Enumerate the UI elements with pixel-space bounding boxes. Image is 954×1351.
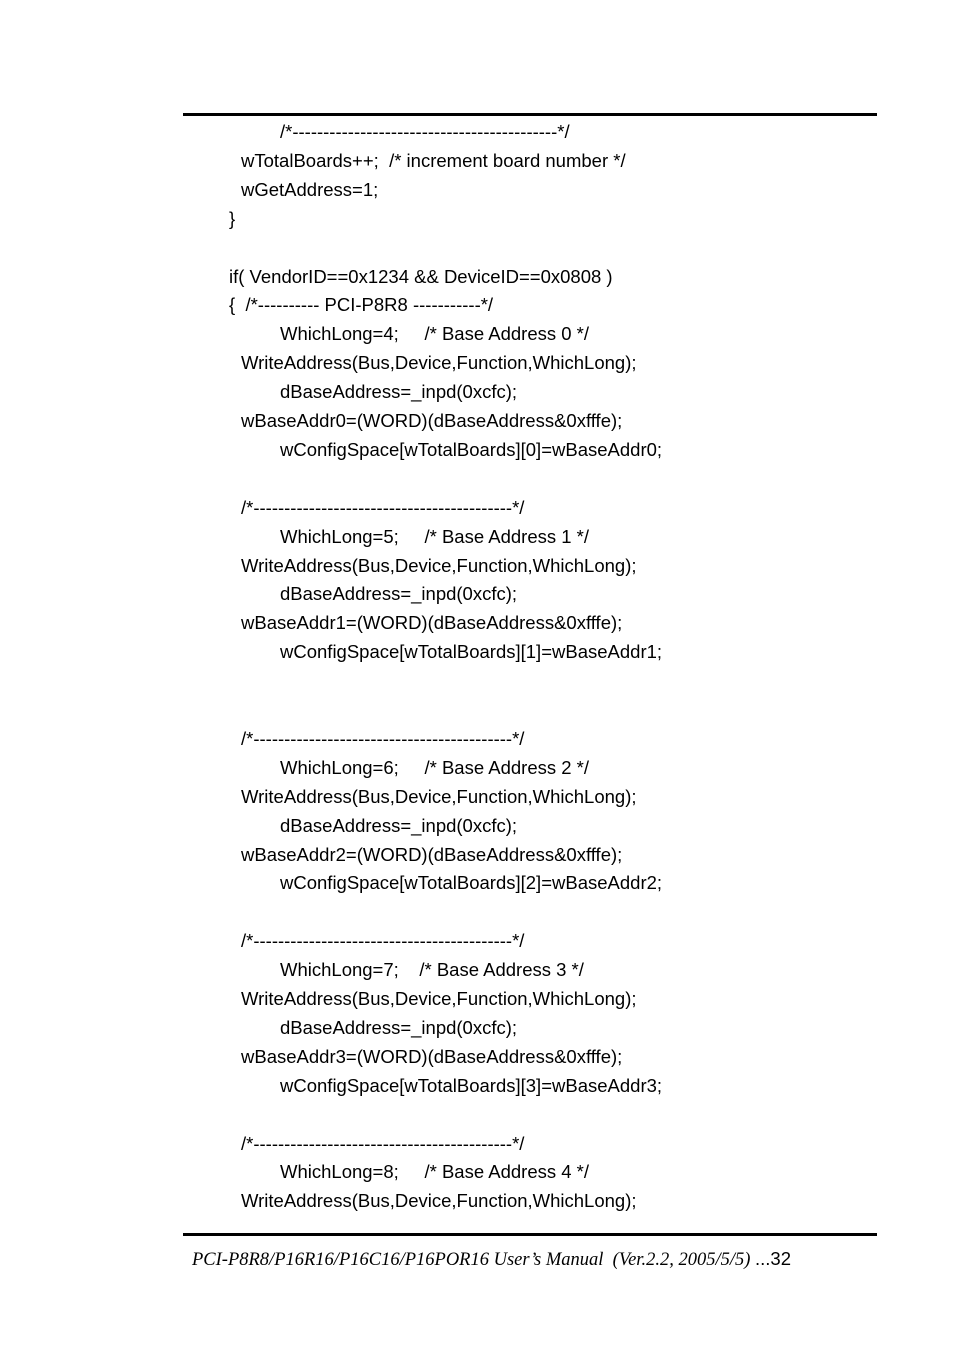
code-line: WhichLong=6; /* Base Address 2 */: [280, 756, 590, 778]
code-line: wConfigSpace[wTotalBoards][0]=wBaseAddr0;: [280, 438, 663, 460]
code-line: wTotalBoards++; /* increment board number */: [241, 149, 626, 171]
code-line: WriteAddress(Bus,Device,Function,WhichLong);: [241, 554, 637, 576]
bottom-rule: [183, 1233, 877, 1236]
code-line: WriteAddress(Bus,Device,Function,WhichLong);: [241, 1190, 637, 1212]
manual-title: PCI-P8R8/P16R16/P16C16/P16POR16 User’s Manual (Ver.2.2, 2005/5/5): [192, 1250, 756, 1270]
code-line: wConfigSpace[wTotalBoards][3]=wBaseAddr3;: [280, 1074, 663, 1096]
code-line: wGetAddress=1;: [241, 178, 379, 200]
code-line: { /*---------- PCI-P8R8 -----------*/: [229, 294, 494, 316]
code-line: WhichLong=8; /* Base Address 4 */: [280, 1161, 590, 1183]
code-line: /*------------------------------------------*/: [241, 1132, 525, 1154]
code-line: }: [229, 207, 236, 229]
code-line: if( VendorID==0x1234 && DeviceID==0x0808 ): [229, 265, 613, 287]
code-line: wConfigSpace[wTotalBoards][2]=wBaseAddr2;: [280, 872, 663, 894]
code-line: /*------------------------------------------*/: [241, 496, 525, 518]
code-line: /*------------------------------------------*/: [241, 727, 525, 749]
code-line: /*-------------------------------------------*/: [280, 121, 570, 142]
code-line: wBaseAddr3=(WORD)(dBaseAddress&0xfffe);: [241, 1045, 623, 1067]
code-line: wBaseAddr2=(WORD)(dBaseAddress&0xfffe);: [241, 843, 623, 865]
code-line: dBaseAddress=_inpd(0xcfc);: [280, 1016, 518, 1038]
code-line: dBaseAddress=_inpd(0xcfc);: [280, 583, 518, 605]
code-line: WriteAddress(Bus,Device,Function,WhichLong);: [241, 785, 637, 807]
top-rule: [183, 113, 877, 116]
page-number: ...32: [755, 1248, 792, 1269]
code-line: WhichLong=7; /* Base Address 3 */: [280, 959, 584, 981]
code-line: /*------------------------------------------*/: [241, 930, 525, 952]
code-line: wBaseAddr0=(WORD)(dBaseAddress&0xfffe);: [241, 410, 623, 431]
page-footer: [192, 1246, 791, 1273]
code-line: wConfigSpace[wTotalBoards][1]=wBaseAddr1;: [280, 641, 663, 663]
code-line: wBaseAddr1=(WORD)(dBaseAddress&0xfffe);: [241, 612, 623, 634]
code-line: dBaseAddress=_inpd(0xcfc);: [280, 381, 518, 403]
code-line: WhichLong=5; /* Base Address 1 */: [280, 525, 590, 547]
code-line: WriteAddress(Bus,Device,Function,WhichLong);: [241, 988, 637, 1009]
code-line: dBaseAddress=_inpd(0xcfc);: [280, 814, 518, 836]
code-line: WhichLong=4; /* Base Address 0 */: [280, 323, 590, 345]
code-line: WriteAddress(Bus,Device,Function,WhichLong);: [241, 352, 637, 374]
